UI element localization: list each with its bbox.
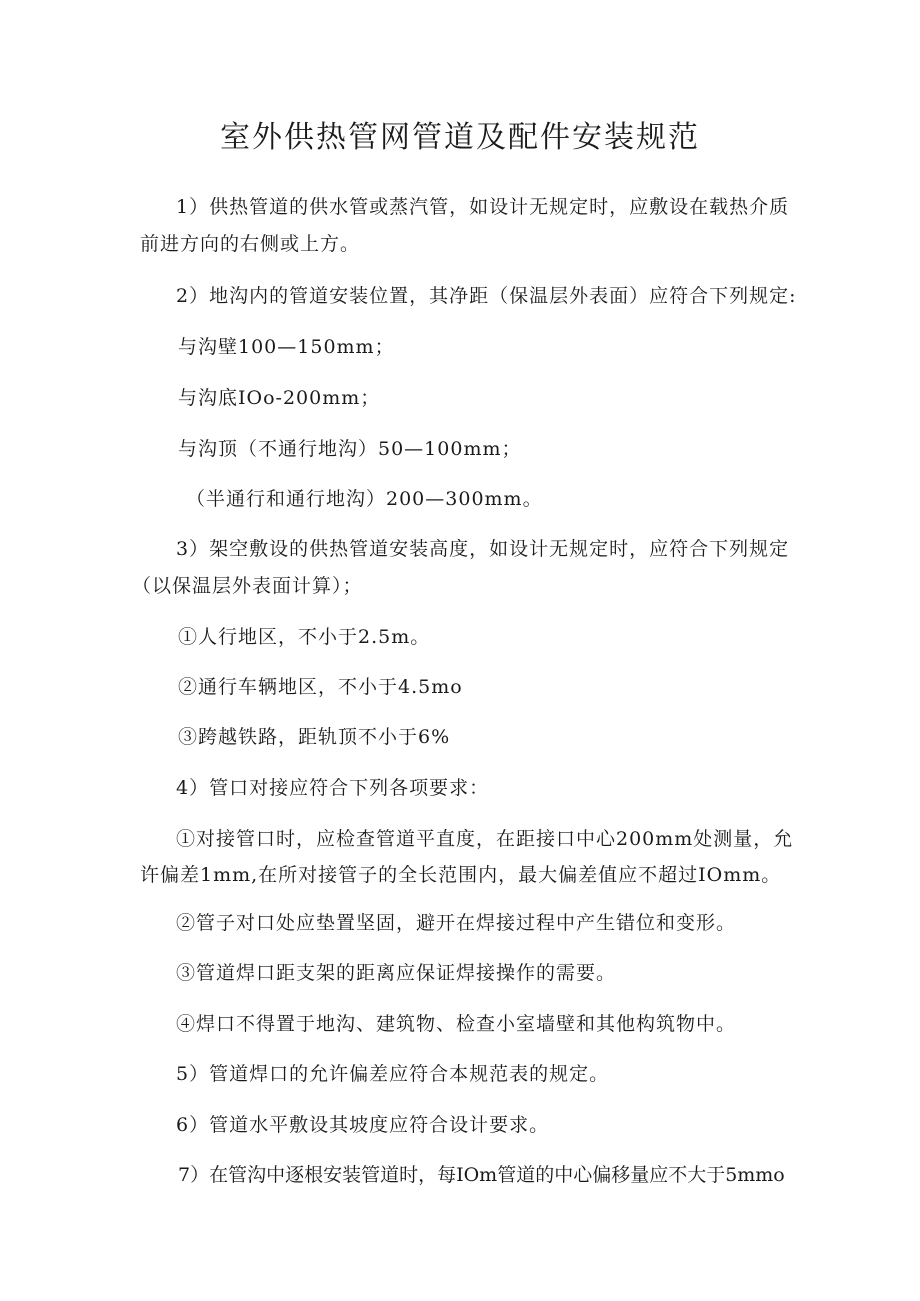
paragraph-7: 7）在管沟中逐根安装管道时，每IOm管道的中心偏移量应不大于5mmo [178,1164,785,1186]
paragraph-2-line-1: 2）地沟内的管道安装位置，其净距（保温层外表面）应符合下列规定: [176,285,797,307]
height-vehicle: ②通行车辆地区，不小于4.5mo [178,676,463,698]
weld-distance: ③管道焊口距支架的距离应保证焊接操作的需要。 [176,962,617,984]
paragraph-5: 5）管道焊口的允许偏差应符合本规范表的规定。 [176,1063,610,1085]
weld-location: ④焊口不得置于地沟、建筑物、检查小室墙壁和其他构筑物中。 [176,1013,737,1035]
clearance-wall: 与沟壁100—150mm； [178,336,395,358]
clearance-top-passable: （半通行和通行地沟）200—300mm。 [186,488,543,510]
paragraph-4-line-1: 4）管口对接应符合下列各项要求： [176,777,490,799]
clearance-bottom: 与沟底IOo-200mm； [178,387,381,409]
butt-joint-line-1: ①对接管口时，应检查管道平直度，在距接口中心200mm处测量，允 [176,828,794,850]
paragraph-3-line-1: 3）架空敷设的供热管道安装高度，如设计无规定时，应符合下列规定 [176,538,790,560]
butt-joint-support: ②管子对口处应垫置坚固，避开在焊接过程中产生错位和变形。 [176,912,737,934]
height-pedestrian: ①人行地区，不小于2.5m。 [178,626,431,648]
document-title: 室外供热管网管道及配件安装规范 [220,120,700,155]
paragraph-1-line-2: 前进方向的右侧或上方。 [140,233,361,255]
height-railway: ③跨越铁路，距轨顶不小于6% [178,726,451,748]
butt-joint-line-2: 许偏差1mm,在所对接管子的全长范围内，最大偏差值应不超过IOmm。 [140,864,782,886]
clearance-top-non-passable: 与沟顶（不通行地沟）50—100mm； [178,438,522,460]
paragraph-1-line-1: 1）供热管道的供水管或蒸汽管，如设计无规定时，应敷设在载热介质 [176,196,790,218]
paragraph-3-line-2: （以保温层外表面计算）； [132,575,363,597]
paragraph-6: 6）管道水平敷设其坡度应符合设计要求。 [176,1114,550,1136]
